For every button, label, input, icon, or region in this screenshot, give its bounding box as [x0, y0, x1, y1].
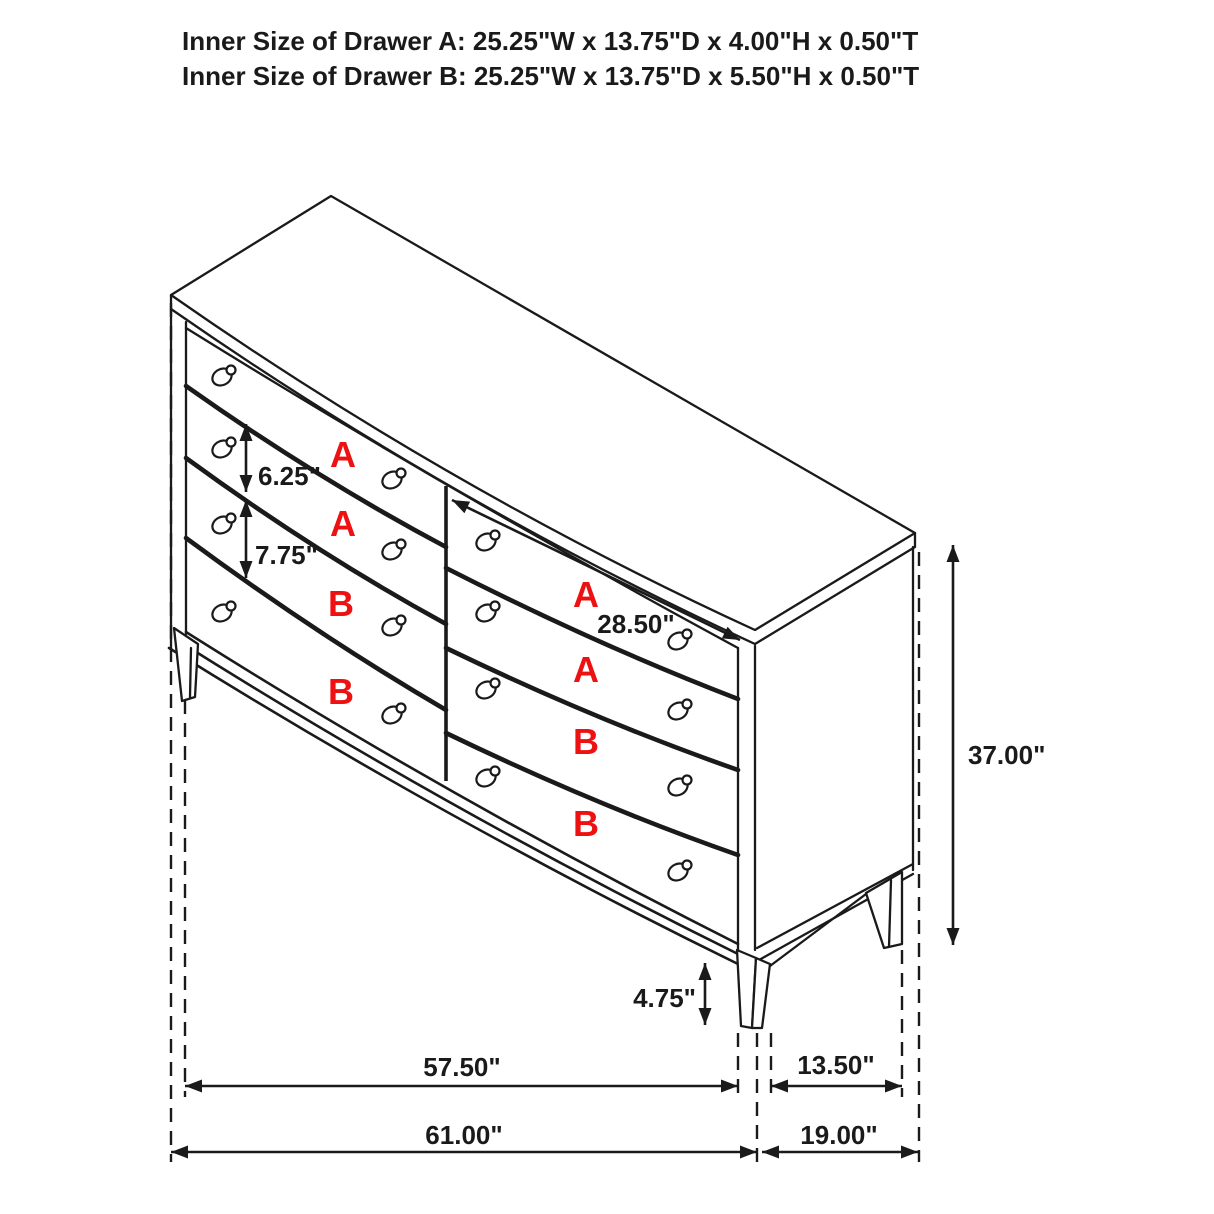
base-rail-mid-edge — [177, 640, 738, 954]
drawer-knob-icon — [473, 766, 499, 790]
arrowhead-right-icon — [721, 1080, 738, 1093]
dim-drawer-b-front-height-label: 7.75" — [255, 540, 318, 570]
arrowhead-right-icon — [901, 1146, 918, 1159]
drawer-knob-icon — [379, 468, 405, 492]
dim-drawer-a-front-height-label: 6.25" — [258, 461, 321, 491]
drawer-label-left-1: A — [330, 434, 356, 475]
drawer-knob-icon — [473, 678, 499, 702]
drawer-knob-icon — [473, 530, 499, 554]
dim-leg-height-label: 4.75" — [633, 983, 696, 1013]
drawer-label-left-2: A — [330, 503, 356, 544]
dim-overall-height-label: 37.00" — [968, 740, 1046, 770]
drawer-knob-icon — [209, 437, 235, 461]
dim-side-leg-span — [771, 1050, 902, 1093]
drawer-knob-icon — [379, 615, 405, 639]
drawer-knob-icon — [209, 513, 235, 537]
drawer-knob-icon — [209, 601, 235, 625]
front-left-leg-edge — [190, 648, 191, 697]
arrowhead-down-icon — [240, 475, 253, 492]
front-right-leg-side — [752, 958, 770, 1028]
drawer-label-left-4: B — [328, 671, 354, 712]
arrowhead-left-icon — [762, 1146, 779, 1159]
base-rail-bottom-edge — [169, 648, 738, 964]
dim-case-width-label: 57.50" — [423, 1052, 501, 1082]
drawer-label-right-2: A — [573, 649, 599, 690]
dim-overall-height — [947, 545, 1046, 945]
drawer-label-right-4: B — [573, 803, 599, 844]
arrowhead-down-icon — [699, 1008, 712, 1025]
dresser-drawing — [169, 196, 915, 1028]
drawer-knob-icon — [665, 775, 691, 799]
drawer-label-left-3: B — [328, 583, 354, 624]
front-left-leg — [174, 628, 198, 701]
arrowhead-down-icon — [947, 928, 960, 945]
arrowhead-left-icon — [185, 1080, 202, 1093]
dim-overall-depth-label: 19.00" — [800, 1120, 878, 1150]
arrowhead-right-icon — [740, 1146, 757, 1159]
drawer-label-right-1: A — [573, 574, 599, 615]
drawer-knob-icon — [379, 539, 405, 563]
dim-overall-width — [171, 1120, 757, 1159]
drawer-b-inner-size-title: Inner Size of Drawer B: 25.25"W x 13.75"D x 5.50"H x 0.50"T — [182, 61, 920, 91]
arrowhead-up-icon — [947, 545, 960, 562]
arrowhead-up-icon — [699, 963, 712, 980]
back-right-leg — [866, 872, 902, 948]
dim-leg-height — [633, 963, 711, 1025]
arrowhead-left-icon — [171, 1146, 188, 1159]
base-rail-top-edge — [186, 632, 738, 944]
side-base-lower-edge — [770, 894, 866, 966]
dim-drawer-opening-width-label: 28.50" — [597, 609, 675, 639]
dim-case-width — [185, 1052, 738, 1093]
dim-overall-depth — [762, 1120, 918, 1159]
arrowhead-left-icon — [771, 1080, 788, 1093]
dim-side-leg-span-label: 13.50" — [797, 1050, 875, 1080]
drawer-a-inner-size-title: Inner Size of Drawer A: 25.25"W x 13.75"D x 4.00"H x 0.50"T — [182, 26, 919, 56]
drawer-knob-icon — [473, 601, 499, 625]
drawer-label-right-3: B — [573, 721, 599, 762]
arrowhead-right-icon — [885, 1080, 902, 1093]
drawer-knob-icon — [665, 699, 691, 723]
dim-drawer-a-front-height — [240, 424, 321, 492]
drawer-knob-icon — [209, 365, 235, 389]
drawer-knob-icon — [665, 860, 691, 884]
drawer-knob-icon — [379, 703, 405, 727]
dim-overall-width-label: 61.00" — [425, 1120, 503, 1150]
